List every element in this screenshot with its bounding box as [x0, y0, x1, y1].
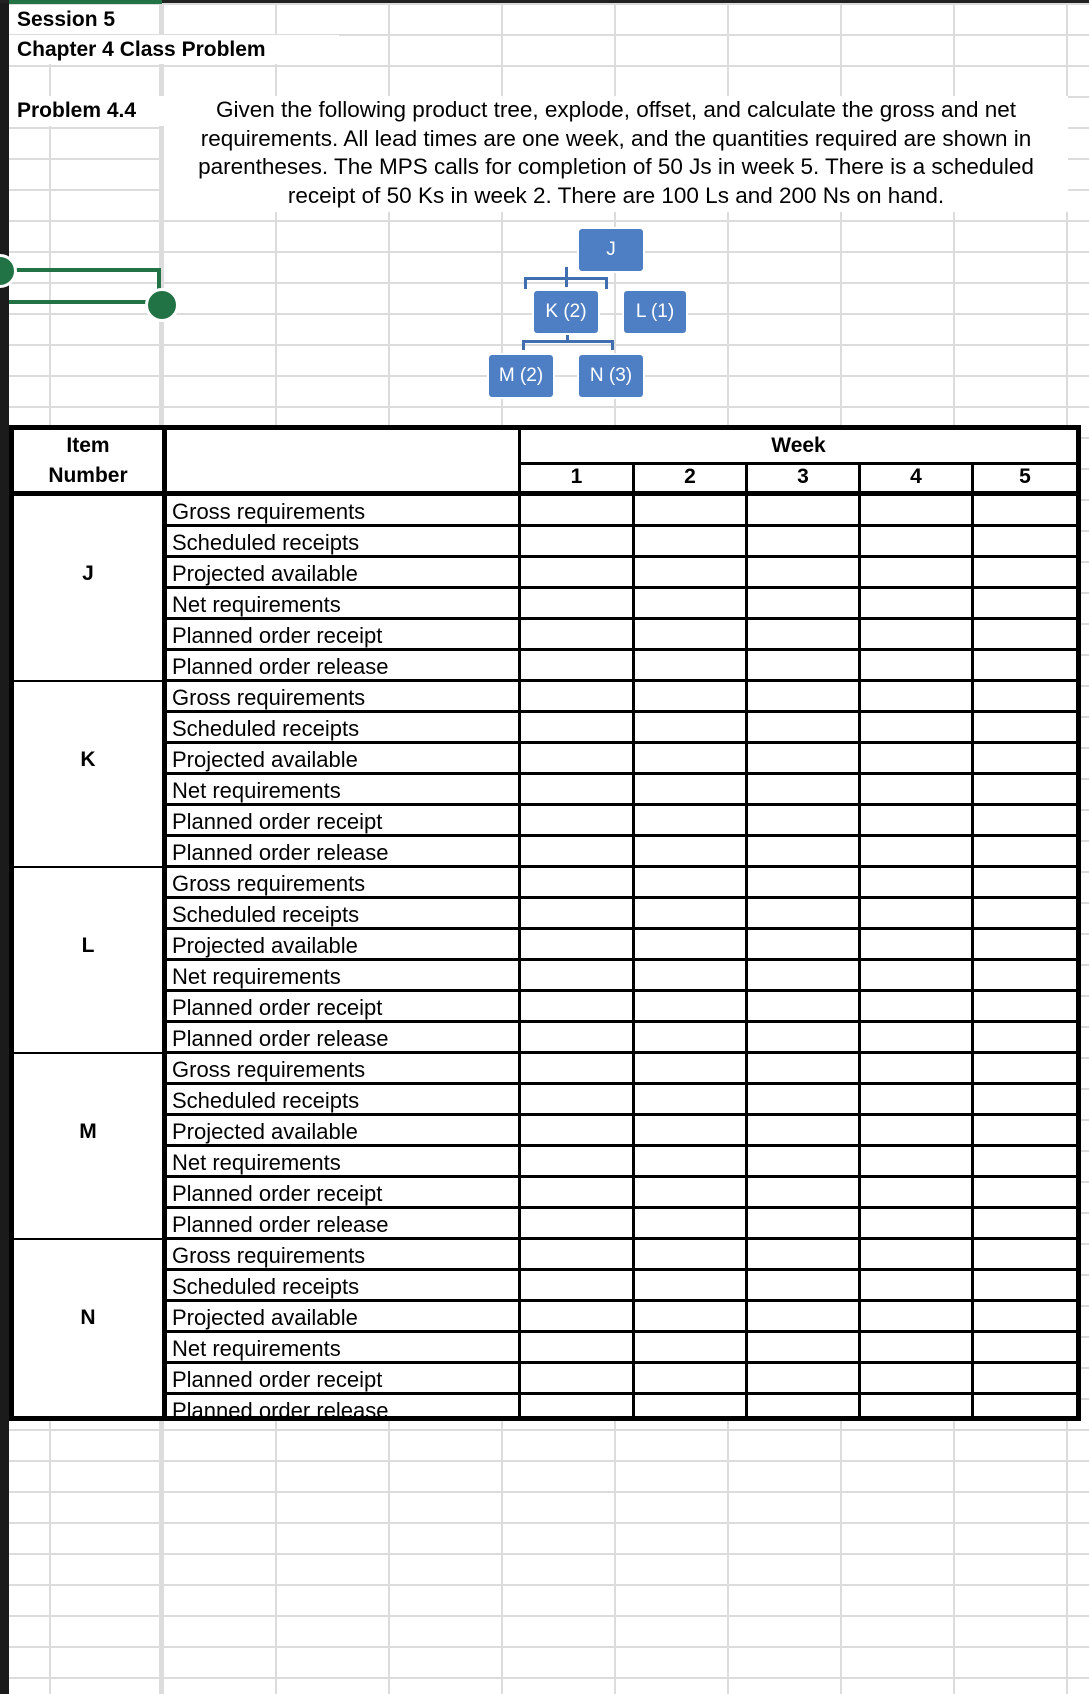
- mrp-cell[interactable]: [861, 1395, 971, 1424]
- mrp-cell[interactable]: [748, 558, 858, 587]
- mrp-cell[interactable]: [635, 1116, 745, 1145]
- row-label: Gross requirements: [172, 685, 366, 710]
- mrp-cell[interactable]: [861, 496, 971, 525]
- mrp-cell[interactable]: [974, 1302, 1076, 1331]
- tree-node-l[interactable]: L (1): [624, 291, 686, 333]
- mrp-cell[interactable]: [974, 1054, 1076, 1083]
- row-label: Scheduled receipts: [172, 1274, 360, 1299]
- mrp-cell[interactable]: [521, 899, 632, 928]
- mrp-cell[interactable]: [521, 527, 632, 556]
- mrp-cell[interactable]: [635, 496, 745, 525]
- mrp-cell[interactable]: [635, 527, 745, 556]
- mrp-cell[interactable]: [861, 744, 971, 773]
- row-label: Gross requirements: [172, 499, 366, 524]
- row-label: Projected available: [172, 747, 358, 772]
- row-label: Planned order release: [172, 1212, 389, 1237]
- mrp-cell[interactable]: [521, 775, 632, 804]
- mrp-cell[interactable]: [974, 527, 1076, 556]
- mrp-cell[interactable]: [974, 806, 1076, 835]
- item-id-k: K: [80, 748, 96, 771]
- mrp-cell[interactable]: [521, 992, 632, 1021]
- mrp-cell[interactable]: [748, 527, 858, 556]
- mrp-cell[interactable]: [521, 496, 632, 525]
- mrp-cell[interactable]: [861, 1271, 971, 1300]
- mrp-cell[interactable]: [521, 744, 632, 773]
- item-id-n: N: [80, 1306, 96, 1329]
- mrp-cell[interactable]: [635, 1333, 745, 1362]
- selection-top-edge: [9, 0, 162, 4]
- mrp-cell[interactable]: [521, 1333, 632, 1362]
- mrp-cell[interactable]: [521, 651, 632, 680]
- mrp-cell[interactable]: [521, 806, 632, 835]
- row-label: Gross requirements: [172, 1243, 366, 1268]
- mrp-cell[interactable]: [748, 899, 858, 928]
- item-group-divider: [14, 866, 162, 868]
- mrp-cell[interactable]: [974, 1271, 1076, 1300]
- mrp-cell[interactable]: [861, 527, 971, 556]
- row-label: Planned order receipt: [172, 809, 383, 834]
- item-group-divider: [14, 1238, 162, 1240]
- mrp-cell[interactable]: [635, 837, 745, 866]
- mrp-cell[interactable]: [521, 558, 632, 587]
- mrp-cell[interactable]: [635, 1364, 745, 1393]
- mrp-cell[interactable]: [974, 1023, 1076, 1052]
- mrp-cell[interactable]: [635, 1271, 745, 1300]
- week-3-header: 3: [797, 465, 809, 488]
- mrp-cell[interactable]: [974, 713, 1076, 742]
- mrp-cell[interactable]: [974, 1364, 1076, 1393]
- problem-statement[interactable]: Given the following product tree, explode, offset, and calculate the gross and net requirements. All lead times are one week, and the quantities required are shown in parentheses. The MPS calls for completion of 50 Js in week 5. There is a scheduled receipt of 50 Ks in week 2. There are 100 Ls and 200 Ns on hand.: [164, 96, 1068, 212]
- top-border: [0, 0, 1089, 3]
- mrp-cell[interactable]: [635, 744, 745, 773]
- mrp-cell[interactable]: [861, 1209, 971, 1238]
- item-group-divider: [14, 1052, 162, 1054]
- row-label: Net requirements: [172, 1150, 341, 1175]
- row-label: Gross requirements: [172, 1057, 366, 1082]
- mrp-cell[interactable]: [861, 1147, 971, 1176]
- mrp-cell[interactable]: [974, 1240, 1076, 1269]
- mrp-cell[interactable]: [974, 682, 1076, 711]
- tree-connector: [522, 340, 525, 350]
- mrp-cell[interactable]: [748, 1023, 858, 1052]
- mrp-cell[interactable]: [974, 1085, 1076, 1114]
- mrp-cell[interactable]: [635, 806, 745, 835]
- row-label: Projected available: [172, 1119, 358, 1144]
- mrp-cell[interactable]: [974, 899, 1076, 928]
- mrp-cell[interactable]: [521, 837, 632, 866]
- row-label: Planned order release: [172, 1398, 389, 1423]
- mrp-table: [9, 425, 1081, 1421]
- mrp-cell[interactable]: [974, 868, 1076, 897]
- mrp-cell[interactable]: [748, 620, 858, 649]
- row-label: Gross requirements: [172, 871, 366, 896]
- mrp-cell[interactable]: [521, 1302, 632, 1331]
- tree-connector: [611, 340, 614, 350]
- mrp-cell[interactable]: [635, 1178, 745, 1207]
- mrp-cell[interactable]: [974, 992, 1076, 1021]
- mrp-cell[interactable]: [635, 1395, 745, 1424]
- mrp-cell[interactable]: [635, 961, 745, 990]
- mrp-cell[interactable]: [974, 775, 1076, 804]
- tree-node-m[interactable]: M (2): [489, 355, 553, 397]
- mrp-cell[interactable]: [974, 930, 1076, 959]
- mrp-cell[interactable]: [748, 837, 858, 866]
- product-tree-diagram[interactable]: [480, 225, 700, 405]
- row-label: Net requirements: [172, 1336, 341, 1361]
- mrp-cell[interactable]: [974, 1209, 1076, 1238]
- row-label: Planned order receipt: [172, 623, 383, 648]
- week-2-header: 2: [684, 465, 696, 488]
- mrp-cell[interactable]: [748, 1116, 858, 1145]
- mrp-cell[interactable]: [861, 775, 971, 804]
- mrp-cell[interactable]: [748, 961, 858, 990]
- mrp-cell[interactable]: [635, 1147, 745, 1176]
- mrp-cell[interactable]: [861, 1116, 971, 1145]
- row-label: Projected available: [172, 933, 358, 958]
- mrp-cell[interactable]: [635, 1054, 745, 1083]
- week-header: Week: [771, 434, 826, 457]
- mrp-cell[interactable]: [748, 496, 858, 525]
- mrp-cell[interactable]: [635, 713, 745, 742]
- mrp-cell[interactable]: [974, 558, 1076, 587]
- mrp-cell[interactable]: [861, 1054, 971, 1083]
- mrp-cell[interactable]: [521, 1240, 632, 1269]
- mrp-cell[interactable]: [521, 1178, 632, 1207]
- mrp-cell[interactable]: [861, 558, 971, 587]
- mrp-cell[interactable]: [861, 651, 971, 680]
- item-id-l: L: [81, 934, 95, 957]
- mrp-cell[interactable]: [974, 1395, 1076, 1424]
- mrp-cell[interactable]: [974, 961, 1076, 990]
- mrp-cell[interactable]: [521, 589, 632, 618]
- mrp-cell[interactable]: [861, 1085, 971, 1114]
- mrp-cell[interactable]: [635, 1240, 745, 1269]
- mrp-cell[interactable]: [861, 713, 971, 742]
- row-label: Scheduled receipts: [172, 716, 360, 741]
- mrp-cell[interactable]: [521, 1395, 632, 1424]
- mrp-cell[interactable]: [974, 1178, 1076, 1207]
- item-id-m: M: [79, 1120, 97, 1143]
- mrp-cell[interactable]: [521, 1116, 632, 1145]
- week-5-header: 5: [1019, 465, 1031, 488]
- row-label: Scheduled receipts: [172, 902, 360, 927]
- mrp-cell[interactable]: [861, 806, 971, 835]
- row-label: Planned order release: [172, 840, 389, 865]
- cell-selection-box[interactable]: [9, 268, 161, 304]
- mrp-cell[interactable]: [748, 775, 858, 804]
- session-title[interactable]: Session 5: [9, 5, 159, 34]
- problem-label[interactable]: Problem 4.4: [9, 96, 164, 126]
- mrp-cell[interactable]: [635, 775, 745, 804]
- mrp-cell[interactable]: [521, 1054, 632, 1083]
- mrp-cell[interactable]: [635, 930, 745, 959]
- mrp-cell[interactable]: [861, 589, 971, 618]
- mrp-cell[interactable]: [635, 1209, 745, 1238]
- row-label: Scheduled receipts: [172, 1088, 360, 1113]
- tree-connector: [566, 332, 569, 340]
- row-label: Projected available: [172, 1305, 358, 1330]
- mrp-cell[interactable]: [748, 806, 858, 835]
- mrp-cell[interactable]: [521, 1364, 632, 1393]
- row-label: Planned order release: [172, 654, 389, 679]
- mrp-cell[interactable]: [748, 1395, 858, 1424]
- mrp-cell[interactable]: [521, 1085, 632, 1114]
- week-4-header: 4: [910, 465, 922, 488]
- row-label: Net requirements: [172, 778, 341, 803]
- mrp-cell[interactable]: [861, 620, 971, 649]
- tree-node-n[interactable]: N (3): [579, 355, 643, 397]
- mrp-cell[interactable]: [748, 930, 858, 959]
- mrp-cell[interactable]: [635, 992, 745, 1021]
- tree-node-k[interactable]: K (2): [534, 291, 598, 333]
- mrp-cell[interactable]: [861, 682, 971, 711]
- mrp-cell[interactable]: [861, 1023, 971, 1052]
- mrp-cell[interactable]: [635, 868, 745, 897]
- mrp-cell[interactable]: [748, 713, 858, 742]
- mrp-cell[interactable]: [974, 620, 1076, 649]
- mrp-cell[interactable]: [861, 1333, 971, 1362]
- mrp-cell[interactable]: [635, 1023, 745, 1052]
- mrp-cell[interactable]: [861, 1240, 971, 1269]
- mrp-cell[interactable]: [521, 713, 632, 742]
- mrp-cell[interactable]: [521, 682, 632, 711]
- mrp-cell[interactable]: [635, 1085, 745, 1114]
- mrp-cell[interactable]: [635, 682, 745, 711]
- mrp-cell[interactable]: [861, 1364, 971, 1393]
- row-label: Scheduled receipts: [172, 530, 360, 555]
- mrp-cell[interactable]: [974, 651, 1076, 680]
- row-label: Planned order release: [172, 1026, 389, 1051]
- mrp-cell[interactable]: [635, 1302, 745, 1331]
- mrp-cell[interactable]: [521, 620, 632, 649]
- mrp-cell[interactable]: [635, 620, 745, 649]
- mrp-cell[interactable]: [748, 589, 858, 618]
- mrp-cell[interactable]: [861, 899, 971, 928]
- mrp-cell[interactable]: [974, 589, 1076, 618]
- row-label: Planned order receipt: [172, 1367, 383, 1392]
- tree-node-j[interactable]: J: [579, 229, 643, 271]
- mrp-cell[interactable]: [748, 1178, 858, 1207]
- mrp-cell[interactable]: [635, 558, 745, 587]
- mrp-cell[interactable]: [748, 1240, 858, 1269]
- row-label: Planned order receipt: [172, 1181, 383, 1206]
- tree-connector: [524, 277, 608, 280]
- mrp-cell[interactable]: [861, 837, 971, 866]
- row-label: Net requirements: [172, 964, 341, 989]
- mrp-cell[interactable]: [974, 744, 1076, 773]
- item-id-j: J: [82, 562, 94, 585]
- mrp-cell[interactable]: [748, 1147, 858, 1176]
- mrp-cell[interactable]: [748, 651, 858, 680]
- mrp-cell[interactable]: [974, 1116, 1076, 1145]
- mrp-cell[interactable]: [861, 992, 971, 1021]
- mrp-cell[interactable]: [635, 651, 745, 680]
- row-label: Planned order receipt: [172, 995, 383, 1020]
- mrp-cell[interactable]: [861, 961, 971, 990]
- mrp-cell[interactable]: [974, 1147, 1076, 1176]
- mrp-cell[interactable]: [521, 1271, 632, 1300]
- mrp-cell[interactable]: [861, 1302, 971, 1331]
- mrp-cell[interactable]: [521, 1023, 632, 1052]
- mrp-cell[interactable]: [748, 744, 858, 773]
- mrp-cell[interactable]: [748, 1209, 858, 1238]
- week-1-header: 1: [570, 465, 583, 488]
- mrp-cell[interactable]: [861, 930, 971, 959]
- mrp-cell[interactable]: [861, 1178, 971, 1207]
- mrp-cell[interactable]: [974, 496, 1076, 525]
- mrp-cell[interactable]: [748, 992, 858, 1021]
- mrp-cell[interactable]: [748, 1333, 858, 1362]
- mrp-cell[interactable]: [748, 1364, 858, 1393]
- item-header-line2: Number: [48, 464, 128, 487]
- mrp-cell[interactable]: [521, 961, 632, 990]
- mrp-cell[interactable]: [974, 1333, 1076, 1362]
- selection-handle-end[interactable]: [145, 288, 179, 322]
- row-label: Net requirements: [172, 592, 341, 617]
- mrp-cell[interactable]: [521, 1147, 632, 1176]
- mrp-cell[interactable]: [635, 589, 745, 618]
- mrp-cell[interactable]: [748, 1054, 858, 1083]
- tree-connector: [522, 340, 614, 343]
- mrp-cell[interactable]: [974, 837, 1076, 866]
- item-group-divider: [14, 680, 162, 682]
- mrp-cell[interactable]: [748, 1271, 858, 1300]
- item-header-line1: Item: [66, 434, 110, 457]
- mrp-cell[interactable]: [635, 899, 745, 928]
- mrp-cell[interactable]: [748, 682, 858, 711]
- chapter-title[interactable]: Chapter 4 Class Problem: [9, 35, 339, 64]
- row-label: Projected available: [172, 561, 358, 586]
- mrp-cell[interactable]: [748, 868, 858, 897]
- mrp-cell[interactable]: [861, 868, 971, 897]
- mrp-cell[interactable]: [748, 1085, 858, 1114]
- mrp-cell[interactable]: [521, 868, 632, 897]
- mrp-cell[interactable]: [748, 1302, 858, 1331]
- mrp-cell[interactable]: [521, 1209, 632, 1238]
- mrp-cell[interactable]: [521, 930, 632, 959]
